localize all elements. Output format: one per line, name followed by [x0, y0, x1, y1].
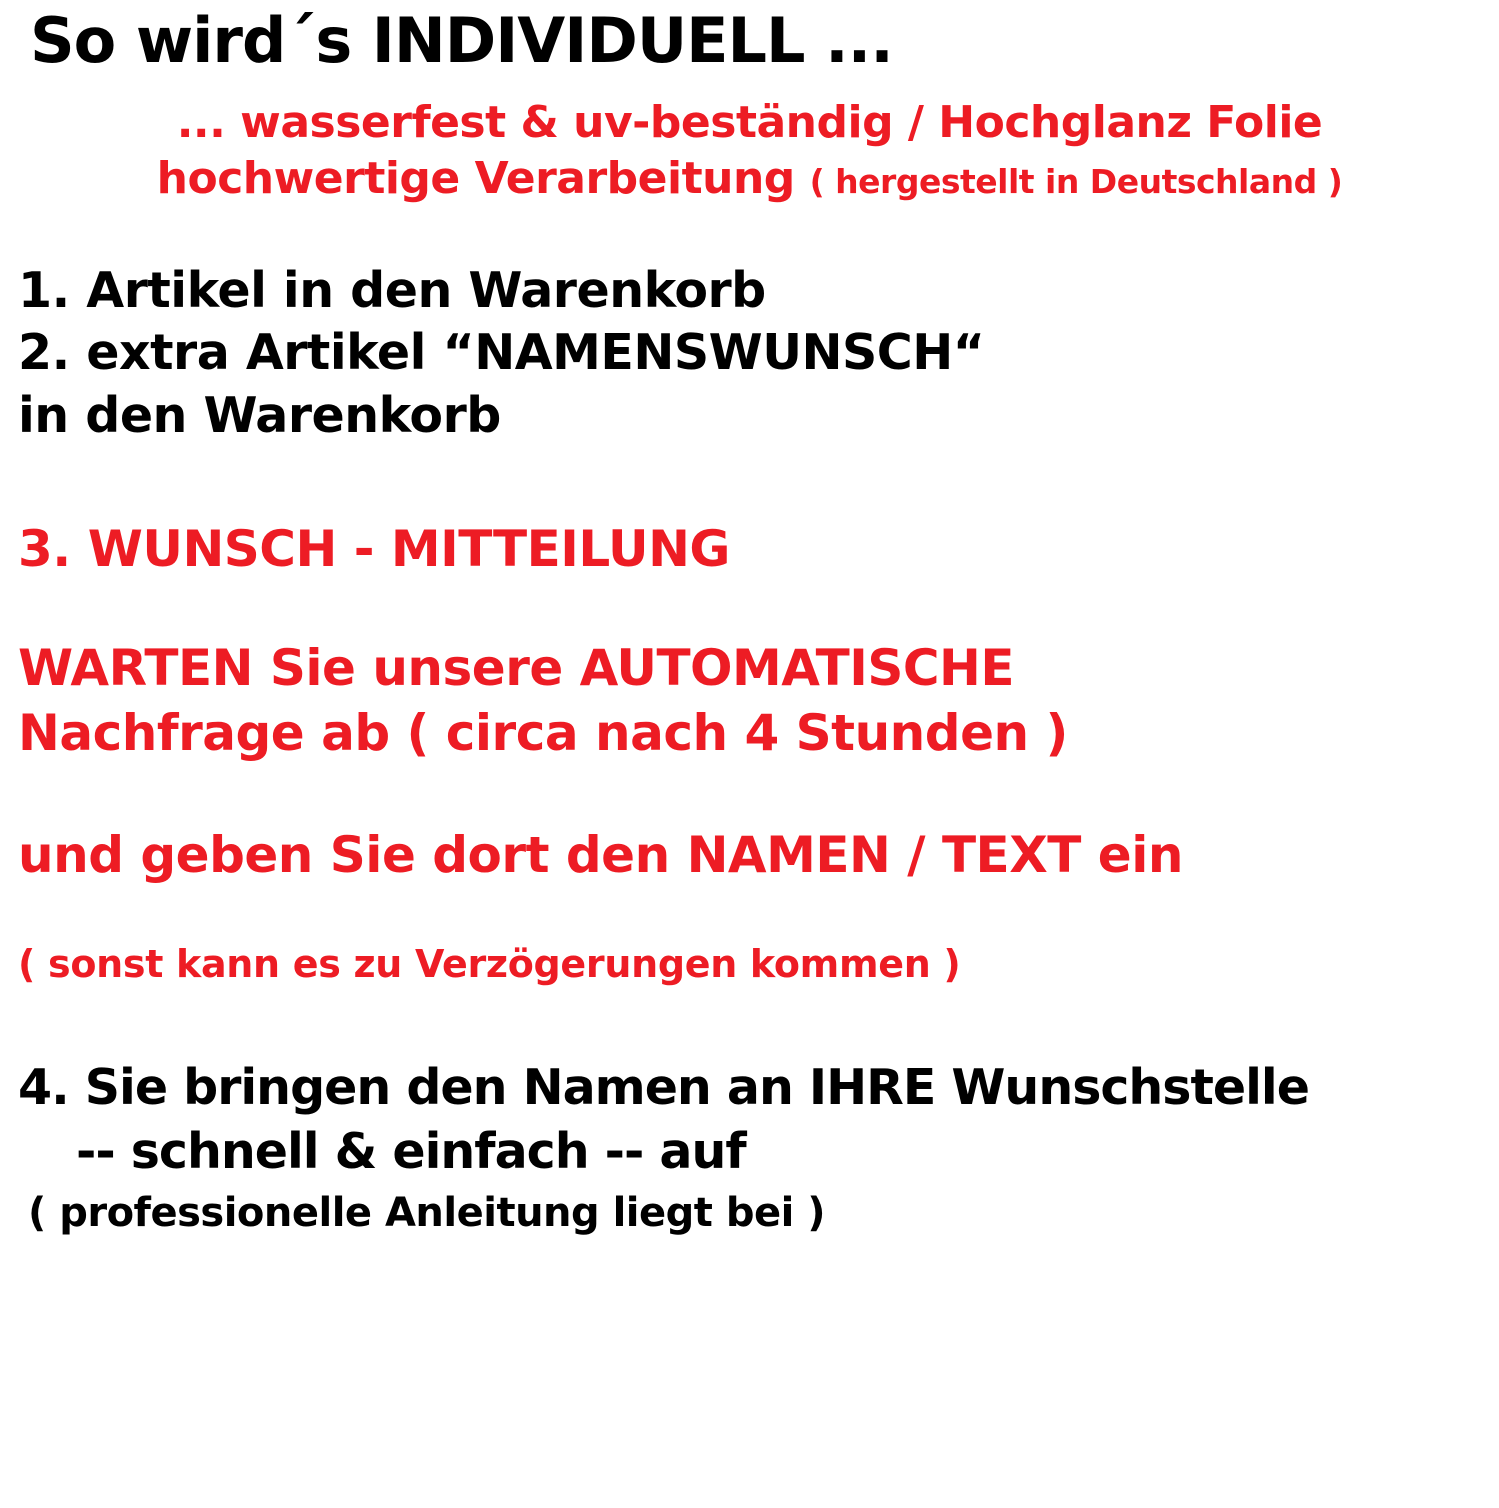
- step-1: 1. Artikel in den Warenkorb: [18, 261, 766, 319]
- subtitle-line-1: ... wasserfest & uv-beständig / Hochglanz Folie: [176, 97, 1323, 149]
- subtitle-block: [18, 95, 1481, 208]
- step-3-enter-name: und geben Sie dort den NAMEN / TEXT ein: [18, 825, 1183, 884]
- steps-black-block: [18, 260, 1481, 448]
- step-3-note: ( sonst kann es zu Verzögerungen kommen ): [18, 941, 961, 986]
- step-2-line-2: in den Warenkorb: [18, 387, 501, 445]
- subtitle-line-2-paren: ( hergestellt in Deutschland ): [809, 162, 1343, 202]
- step-4-block: [18, 1056, 1481, 1239]
- step-3-wait-line-2: Nachfrage ab ( circa nach 4 Stunden ): [18, 703, 1068, 762]
- page-title: So wird´s INDIVIDUELL ...: [30, 4, 893, 77]
- step-3-wait-block: [18, 636, 1481, 766]
- subtitle-line-2-main: hochwertige Verarbeitung: [156, 153, 795, 205]
- step-3-wait-line-1: WARTEN Sie unsere AUTOMATISCHE: [18, 638, 1015, 697]
- step-2-line-1: 2. extra Artikel “NAMENSWUNSCH“: [18, 324, 985, 382]
- step-4-line-1: 4. Sie bringen den Namen an IHRE Wunschstelle: [18, 1058, 1309, 1116]
- step-4-line-2: -- schnell & einfach -- auf: [76, 1122, 746, 1180]
- subtitle-line-2: [18, 151, 1481, 207]
- step-4-note: ( professionelle Anleitung liegt bei ): [28, 1190, 825, 1237]
- promo-instruction-sheet: [0, 4, 1499, 1508]
- step-3-heading: 3. WUNSCH - MITTEILUNG: [18, 519, 730, 578]
